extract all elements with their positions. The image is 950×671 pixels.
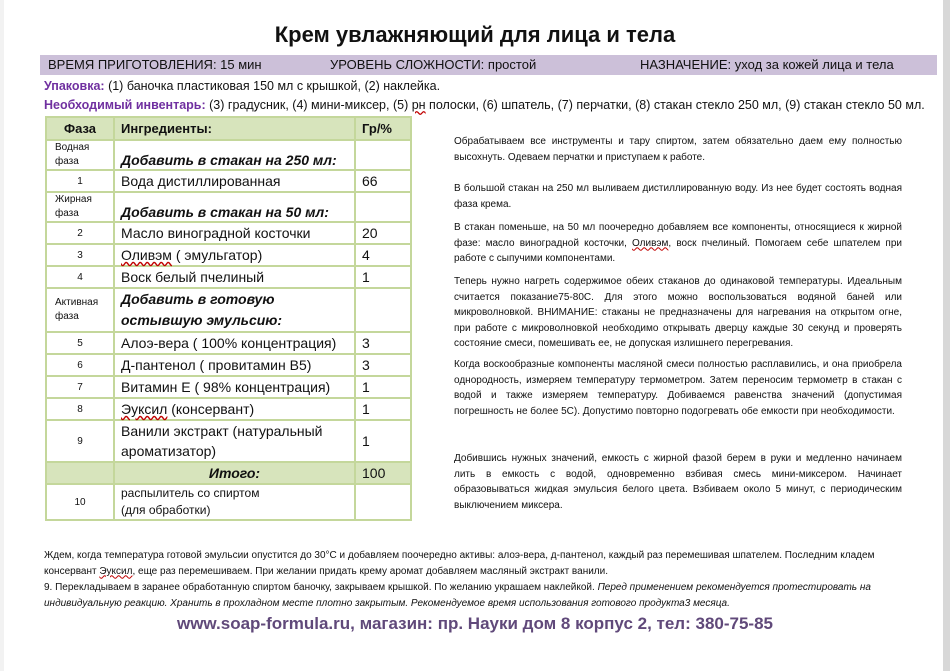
- row-number: 4: [46, 266, 114, 288]
- inventory-label: Необходимый инвентарь:: [44, 98, 206, 112]
- purpose: НАЗНАЧЕНИЕ: уход за кожей лица и тела: [640, 57, 894, 72]
- page-title: Крем увлажняющий для лица и тела: [274, 22, 676, 47]
- ingredient-amount: 3: [355, 332, 411, 354]
- bottom-2-italic: Перед применением рекомендуется протестировать на индивидуальную реакцию. Хранить в прохладном месте плотно закрытым. Рекомендуемое время использования готового продукта3 месяца.: [44, 582, 871, 609]
- row-number: 9: [46, 420, 114, 462]
- ingredient-name-a: Оливэм: [121, 247, 172, 263]
- water-phase-amount: [355, 140, 411, 170]
- table-row: [46, 244, 411, 266]
- table-row: [46, 376, 411, 398]
- header-phase: Фаза: [46, 117, 114, 140]
- ingredient-line-1: распылитель со спиртом: [121, 486, 260, 500]
- inventory-text-a: (3) градусник, (4) мини-миксер, (5): [205, 98, 412, 112]
- paragraph-3-wavy: Оливэм: [632, 237, 669, 249]
- header-amount: Гр/%: [355, 117, 411, 140]
- table-row: [46, 266, 411, 288]
- total-label: Итого:: [114, 462, 355, 484]
- ingredient-name: Витамин Е ( 98% концентрация): [114, 376, 355, 398]
- table-row: [46, 170, 411, 192]
- bottom-1-b: , еще раз перемешиваем. При желании придать крему аромат добавляем масляный экстракт ванили.: [132, 565, 609, 577]
- instruction-paragraph-4: Теперь нужно нагреть содержимое обеих стаканов до одинаковой температуры. Идеальным считается показание75-80С. Для этого можно воспользоваться водяной баней или микроволновкой. ВНИМАНИЕ: стаканы не предназначены для нагревания на открытом огне, при работе с микроволновкой необходимо открывать дверцу каждые 30 секунд и проверять состояние смеси, помешивать ее, не допуская излишнего перегревания.: [454, 276, 902, 349]
- instruction-paragraph-1: Обрабатываем все инструменты и тару спиртом, затем обязательно даем ему полностью высохнуть. Одеваем перчатки и приступаем к работе.: [454, 136, 902, 163]
- ingredient-amount: 3: [355, 354, 411, 376]
- prep-time: ВРЕМЯ ПРИГОТОВЛЕНИЯ: 15 мин: [48, 57, 262, 72]
- active-phase-amount: [355, 288, 411, 332]
- footer-contact: www.soap-formula.ru, магазин: пр. Науки дом 8 корпус 2, тел: 380-75-85: [176, 614, 773, 633]
- info-bar: [40, 55, 937, 75]
- ingredient-name: [114, 484, 355, 520]
- bottom-1-wavy: Эуксил: [99, 565, 133, 577]
- water-phase-row: [46, 140, 411, 170]
- instruction-paragraph-2: В большой стакан на 250 мл выливаем дистиллированную воду. Из нее будет состоять водная фаза крема.: [454, 183, 902, 210]
- right-edge-shadow: [943, 0, 950, 671]
- ingredient-amount: 1: [355, 266, 411, 288]
- ingredient-name-a: Эуксил: [121, 401, 168, 417]
- instruction-paragraph-6: Добившись нужных значений, емкость с жирной фазой берем в руки и медленно начинаем лить в емкость с водой, одновременно взбивая смесь мини-миксером. Начинает образовываться жидкая эмульсия белого цвета. Взбиваем около 5 минут, с периодическим выключением миксера.: [454, 453, 902, 511]
- difficulty-level: УРОВЕНЬ СЛОЖНОСТИ: простой: [330, 57, 537, 72]
- ingredient-amount: 1: [355, 398, 411, 420]
- table-row: [46, 398, 411, 420]
- active-phase-row: [46, 288, 411, 332]
- row-number: 2: [46, 222, 114, 244]
- total-amount: 100: [355, 462, 411, 484]
- ingredient-name: Д-пантенол ( провитамин В5): [114, 354, 355, 376]
- inventory-ph: рн: [411, 98, 426, 112]
- header-ingredients: Ингредиенты:: [114, 117, 355, 140]
- ingredient-amount: [355, 484, 411, 520]
- row-number: 6: [46, 354, 114, 376]
- row-number: 1: [46, 170, 114, 192]
- ingredient-name: Воск белый пчелиный: [114, 266, 355, 288]
- row-number: 8: [46, 398, 114, 420]
- ingredient-amount: 20: [355, 222, 411, 244]
- ingredient-name: [114, 398, 355, 420]
- row-number: 7: [46, 376, 114, 398]
- table-header-row: [46, 117, 411, 140]
- row-number: 3: [46, 244, 114, 266]
- ingredient-amount: 66: [355, 170, 411, 192]
- ingredient-amount: 4: [355, 244, 411, 266]
- total-row: [46, 462, 411, 484]
- oil-phase-label: Жирная фаза: [46, 192, 114, 222]
- table-row: [46, 484, 411, 520]
- instruction-paragraph-3: [454, 220, 902, 267]
- active-phase-text: Добавить в готовую остывшую эмульсию:: [114, 288, 355, 332]
- active-phase-label: Активная фаза: [46, 288, 114, 332]
- table-row: [46, 420, 411, 462]
- row-number: 5: [46, 332, 114, 354]
- paragraph-3-a: В стакан поменьше, на 50 мл поочередно добавляем все компоненты, относящиеся к жирной фазе: масло виноградной косточки,: [454, 222, 902, 249]
- recipe-table: [45, 116, 412, 521]
- inventory-line: [44, 98, 925, 112]
- oil-phase-text: Добавить в стакан на 50 мл:: [114, 192, 355, 222]
- ingredient-name: Алоэ-вера ( 100% концентрация): [114, 332, 355, 354]
- ingredient-name: Вода дистиллированная: [114, 170, 355, 192]
- total-blank: [46, 462, 114, 484]
- water-phase-label: Водная фаза: [46, 140, 114, 170]
- ingredient-name: Ванили экстракт (натуральный ароматизатор): [114, 420, 355, 462]
- ingredient-name: [114, 244, 355, 266]
- ingredient-amount: 1: [355, 420, 411, 462]
- oil-phase-row: [46, 192, 411, 222]
- table-row: [46, 222, 411, 244]
- packaging-label: Упаковка:: [44, 79, 105, 93]
- ingredient-name-b: (консервант): [167, 401, 255, 417]
- ingredient-name: Масло виноградной косточки: [114, 222, 355, 244]
- bottom-paragraph-1: [44, 548, 924, 579]
- ingredient-name-b: ( эмульгатор): [171, 247, 263, 263]
- paragraph-3-b: , воск пчелиный. Помогаем себе шпателем при работе с сыпучими компонентами.: [454, 237, 902, 264]
- bottom-2-a: 9. Перекладываем в заранее обработанную спиртом баночку, закрываем крышкой. По желанию украшаем наклейкой.: [44, 582, 598, 593]
- left-edge: [0, 0, 4, 671]
- packaging-line: [44, 79, 440, 93]
- inventory-text-b: полоски, (6) шпатель, (7) перчатки, (8) стакан стекло 250 мл, (9) стакан стекло 50 мл.: [425, 98, 925, 112]
- table-row: [46, 332, 411, 354]
- bottom-paragraph-2: [44, 580, 924, 611]
- water-phase-text: Добавить в стакан на 250 мл:: [114, 140, 355, 170]
- packaging-text: (1) баночка пластиковая 150 мл с крышкой, (2) наклейка.: [104, 79, 441, 93]
- instruction-paragraph-5: Когда воскообразные компоненты масляной смеси полностью расплавились, и она приобрела однородность, измеряем температуру термометром. Затем переносим термометр в стакан с водой и также измеряем температуру. Добиваемся равенства значений (допустимая погрешность не более 5С). Допустимо повторно подогревать обе емкости при необходимости.: [454, 359, 902, 417]
- ingredient-amount: 1: [355, 376, 411, 398]
- ingredient-line-2: (для обработки): [121, 503, 211, 517]
- bottom-1-a: Ждем, когда температура готовой эмульсии опустится до 30°С и добавляем поочередно активы: алоэ-вера, д-пантенол, каждый раз перемешивая шпателем. Последним кладем консервант: [44, 550, 875, 577]
- table-row: [46, 354, 411, 376]
- oil-phase-amount: [355, 192, 411, 222]
- row-number: 10: [46, 484, 114, 520]
